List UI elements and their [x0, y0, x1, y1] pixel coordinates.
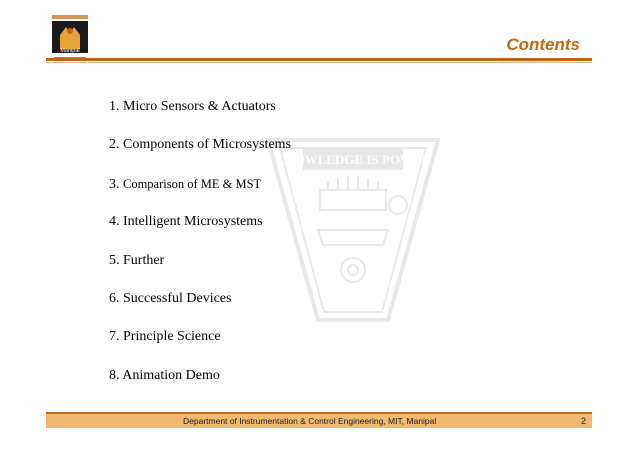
item-label: Successful Devices [123, 290, 232, 306]
item-label: Animation Demo [122, 367, 220, 383]
contents-list [109, 94, 291, 401]
item-label: Principle Science [123, 329, 221, 345]
header-divider [46, 58, 592, 61]
item-number: 4. [109, 214, 120, 230]
list-item [109, 94, 291, 132]
item-number: 2. [109, 137, 120, 153]
item-number: 7. [109, 329, 120, 345]
list-item [109, 209, 291, 247]
list-item [109, 171, 291, 209]
list-item [109, 248, 291, 286]
logo-text: Manipal [60, 48, 80, 54]
list-item [109, 286, 291, 324]
page-number: 2 [580, 416, 586, 426]
item-number: 1. [109, 99, 120, 114]
item-number: 3. [109, 176, 120, 192]
list-item [109, 132, 291, 170]
item-label: Intelligent Microsystems [123, 214, 263, 230]
list-item [109, 363, 291, 401]
item-label: Components of Microsystems [123, 137, 291, 153]
watermark-motto: KNOWLEDGE IS POWER [274, 152, 432, 167]
item-label: Micro Sensors & Actuators [123, 99, 276, 114]
item-number: 6. [109, 290, 120, 306]
item-number: 5. [109, 252, 120, 268]
list-item [109, 324, 291, 362]
item-label: Comparison of ME & MST [123, 176, 262, 191]
footer-department: Department of Instrumentation & Control Engineering, MIT, Manipal [183, 416, 437, 426]
header-divider-thin [46, 62, 592, 63]
item-label: Further [123, 252, 165, 268]
item-number: 8. [109, 367, 120, 383]
page-title: Contents [506, 35, 580, 54]
